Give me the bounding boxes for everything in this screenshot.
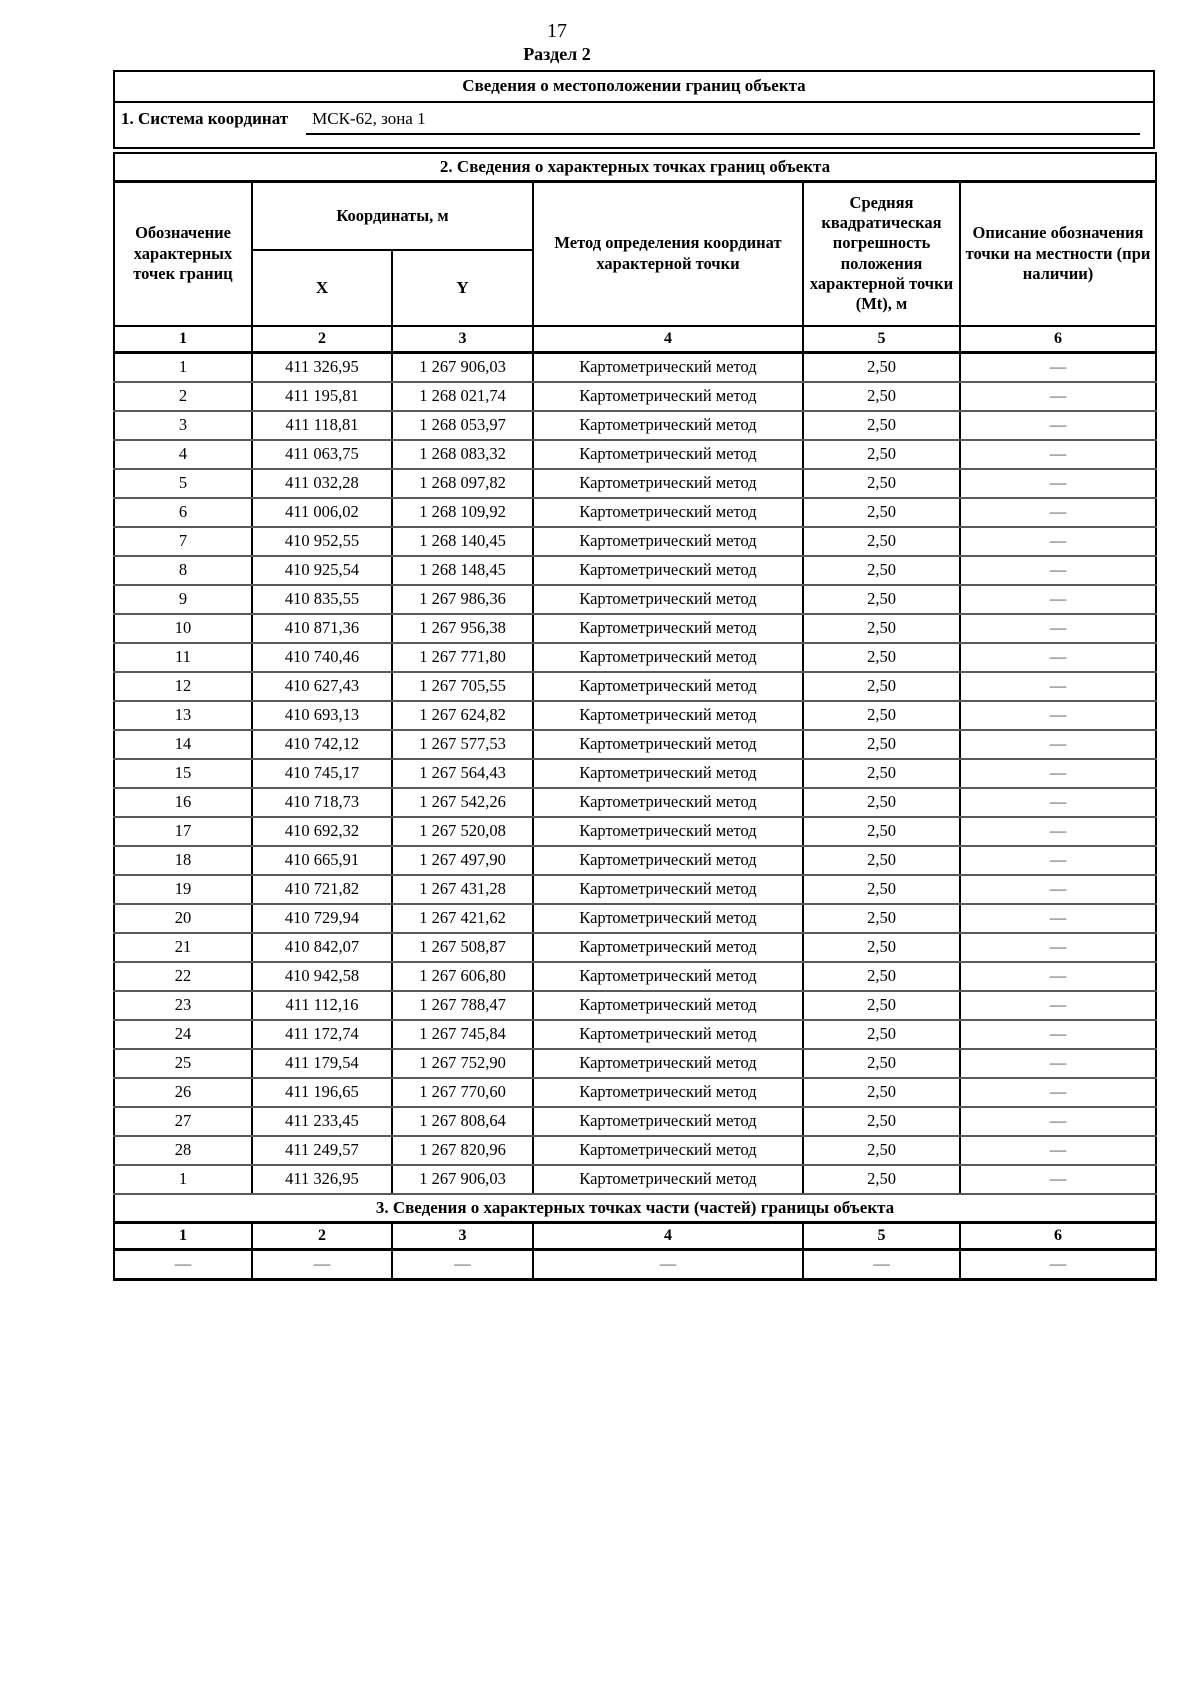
method-cell: Картометрический метод [533,1020,803,1049]
description-cell: — [960,962,1156,991]
method-cell: Картометрический метод [533,962,803,991]
mt-error-cell: 2,50 [803,1136,960,1165]
table-row [114,585,1156,614]
x-coordinate-cell: — [252,1249,392,1279]
table-row [114,701,1156,730]
y-coordinate-cell: 1 267 906,03 [392,352,533,382]
description-cell: — [960,643,1156,672]
mt-error-cell: 2,50 [803,382,960,411]
description-cell: — [960,352,1156,382]
location-info-box [113,70,1155,149]
point-number-cell: 7 [114,527,252,556]
x-coordinate-cell: 411 326,95 [252,352,392,382]
x-coordinate-cell: 411 118,81 [252,411,392,440]
table-row [114,643,1156,672]
method-cell: Картометрический метод [533,556,803,585]
mt-error-cell: 2,50 [803,846,960,875]
table-row [114,962,1156,991]
description-cell: — [960,759,1156,788]
point-number-cell: 3 [114,411,252,440]
description-cell: — [960,411,1156,440]
coord-system-row [115,103,1153,147]
x-coordinate-cell: 411 032,28 [252,469,392,498]
table-row [114,1249,1156,1279]
header-x: X [252,250,392,326]
table-row [114,614,1156,643]
description-cell: — [960,991,1156,1020]
point-number-cell: 16 [114,788,252,817]
y-coordinate-cell: 1 267 520,08 [392,817,533,846]
mt-error-cell: 2,50 [803,643,960,672]
x-coordinate-cell: 411 179,54 [252,1049,392,1078]
x-coordinate-cell: 410 871,36 [252,614,392,643]
section2-title-row [114,153,1156,182]
mt-error-cell: 2,50 [803,614,960,643]
table-row [114,556,1156,585]
column-number: 5 [803,326,960,353]
section3-title: 3. Сведения о характерных точках части (частей) границы объекта [114,1194,1156,1223]
y-coordinate-cell: 1 267 745,84 [392,1020,533,1049]
mt-error-cell: 2,50 [803,672,960,701]
x-coordinate-cell: 411 195,81 [252,382,392,411]
method-cell: Картометрический метод [533,527,803,556]
point-number-cell: 14 [114,730,252,759]
y-coordinate-cell: 1 268 148,45 [392,556,533,585]
y-coordinate-cell: 1 267 497,90 [392,846,533,875]
point-number-cell: 27 [114,1107,252,1136]
y-coordinate-cell: 1 267 606,80 [392,962,533,991]
method-cell: Картометрический метод [533,1078,803,1107]
description-cell: — [960,817,1156,846]
x-coordinate-cell: 411 063,75 [252,440,392,469]
y-coordinate-cell: 1 267 770,60 [392,1078,533,1107]
point-number-cell: 2 [114,382,252,411]
description-cell: — [960,498,1156,527]
point-number-cell: 5 [114,469,252,498]
mt-error-cell: 2,50 [803,817,960,846]
y-coordinate-cell: 1 267 564,43 [392,759,533,788]
header-point-designation: Обозначение характерных точек границ [114,181,252,326]
point-number-cell: 18 [114,846,252,875]
section2-title: 2. Сведения о характерных точках границ объекта [114,153,1156,182]
point-number-cell: 25 [114,1049,252,1078]
x-coordinate-cell: 410 692,32 [252,817,392,846]
column-number: 4 [533,326,803,353]
y-coordinate-cell: 1 267 421,62 [392,904,533,933]
description-cell: — [960,1249,1156,1279]
mt-error-cell: 2,50 [803,1107,960,1136]
coord-system-value: МСК-62, зона 1 [306,109,1140,135]
y-coordinate-cell: 1 267 788,47 [392,991,533,1020]
x-coordinate-cell: 410 925,54 [252,556,392,585]
mt-error-cell: 2,50 [803,498,960,527]
description-cell: — [960,933,1156,962]
table-row [114,846,1156,875]
x-coordinate-cell: 410 665,91 [252,846,392,875]
table-row [114,498,1156,527]
column-number: 6 [960,326,1156,353]
mt-error-cell: 2,50 [803,1020,960,1049]
method-cell: Картометрический метод [533,498,803,527]
section2-rows [114,352,1156,1194]
y-coordinate-cell: 1 267 624,82 [392,701,533,730]
section-heading: Раздел 2 [523,44,591,64]
mt-error-cell: 2,50 [803,788,960,817]
description-cell: — [960,730,1156,759]
method-cell: Картометрический метод [533,846,803,875]
y-coordinate-cell: 1 267 508,87 [392,933,533,962]
table-row [114,933,1156,962]
y-coordinate-cell: 1 267 808,64 [392,1107,533,1136]
description-cell: — [960,672,1156,701]
characteristic-points-table [113,152,1157,1281]
mt-error-cell: 2,50 [803,1078,960,1107]
mt-error-cell: 2,50 [803,585,960,614]
description-cell: — [960,585,1156,614]
mt-error-cell: 2,50 [803,469,960,498]
table-row [114,672,1156,701]
y-coordinate-cell: 1 267 986,36 [392,585,533,614]
x-coordinate-cell: 411 196,65 [252,1078,392,1107]
point-number-cell: 13 [114,701,252,730]
table-row [114,527,1156,556]
column-number: 5 [803,1222,960,1249]
description-cell: — [960,469,1156,498]
table-row [114,469,1156,498]
description-cell: — [960,614,1156,643]
method-cell: Картометрический метод [533,991,803,1020]
header-coordinates: Координаты, м [252,181,533,250]
mt-error-cell: 2,50 [803,759,960,788]
point-number-cell: 26 [114,1078,252,1107]
description-cell: — [960,788,1156,817]
mt-error-cell: 2,50 [803,1165,960,1194]
point-number-cell: 1 [114,352,252,382]
method-cell: — [533,1249,803,1279]
point-number-cell: — [114,1249,252,1279]
description-cell: — [960,701,1156,730]
method-cell: Картометрический метод [533,643,803,672]
table-row [114,1165,1156,1194]
point-number-cell: 11 [114,643,252,672]
description-cell: — [960,904,1156,933]
x-coordinate-cell: 410 952,55 [252,527,392,556]
table-row [114,730,1156,759]
point-number-cell: 23 [114,991,252,1020]
table-row [114,1049,1156,1078]
column-number: 1 [114,326,252,353]
method-cell: Картометрический метод [533,672,803,701]
point-number-cell: 12 [114,672,252,701]
x-coordinate-cell: 411 006,02 [252,498,392,527]
location-info-title: Сведения о местоположении границ объекта [115,72,1153,103]
description-cell: — [960,1078,1156,1107]
y-coordinate-cell: 1 268 053,97 [392,411,533,440]
mt-error-cell: 2,50 [803,730,960,759]
mt-error-cell: 2,50 [803,411,960,440]
section3-column-numbers-row [114,1222,1156,1249]
page-number: 17 [547,20,567,42]
document-content [113,70,1155,1281]
point-number-cell: 28 [114,1136,252,1165]
description-cell: — [960,1136,1156,1165]
header-description: Описание обозначения точки на местности (при наличии) [960,181,1156,326]
table-row [114,991,1156,1020]
point-number-cell: 17 [114,817,252,846]
header-method: Метод определения координат характерной точки [533,181,803,326]
table-row [114,817,1156,846]
table-row [114,352,1156,382]
table-row [114,759,1156,788]
y-coordinate-cell: 1 267 542,26 [392,788,533,817]
table-row [114,904,1156,933]
x-coordinate-cell: 410 842,07 [252,933,392,962]
y-coordinate-cell: 1 267 752,90 [392,1049,533,1078]
mt-error-cell: 2,50 [803,440,960,469]
method-cell: Картометрический метод [533,440,803,469]
point-number-cell: 10 [114,614,252,643]
table-row [114,411,1156,440]
mt-error-cell: 2,50 [803,904,960,933]
x-coordinate-cell: 410 693,13 [252,701,392,730]
method-cell: Картометрический метод [533,817,803,846]
method-cell: Картометрический метод [533,411,803,440]
table-row [114,382,1156,411]
mt-error-cell: 2,50 [803,1049,960,1078]
y-coordinate-cell: 1 268 097,82 [392,469,533,498]
header-y: Y [392,250,533,326]
description-cell: — [960,440,1156,469]
mt-error-cell: 2,50 [803,875,960,904]
table-row [114,1020,1156,1049]
x-coordinate-cell: 411 172,74 [252,1020,392,1049]
point-number-cell: 20 [114,904,252,933]
table-row [114,875,1156,904]
method-cell: Картометрический метод [533,1165,803,1194]
x-coordinate-cell: 410 742,12 [252,730,392,759]
x-coordinate-cell: 410 740,46 [252,643,392,672]
x-coordinate-cell: 411 249,57 [252,1136,392,1165]
mt-error-cell: 2,50 [803,933,960,962]
method-cell: Картометрический метод [533,1107,803,1136]
description-cell: — [960,1165,1156,1194]
method-cell: Картометрический метод [533,585,803,614]
description-cell: — [960,527,1156,556]
point-number-cell: 15 [114,759,252,788]
x-coordinate-cell: 410 729,94 [252,904,392,933]
point-number-cell: 21 [114,933,252,962]
table-row [114,440,1156,469]
description-cell: — [960,1107,1156,1136]
point-number-cell: 1 [114,1165,252,1194]
method-cell: Картометрический метод [533,875,803,904]
column-number: 4 [533,1222,803,1249]
section2-column-numbers-row [114,326,1156,353]
x-coordinate-cell: 410 721,82 [252,875,392,904]
point-number-cell: 4 [114,440,252,469]
description-cell: — [960,875,1156,904]
point-number-cell: 8 [114,556,252,585]
x-coordinate-cell: 410 745,17 [252,759,392,788]
point-number-cell: 6 [114,498,252,527]
y-coordinate-cell: 1 267 820,96 [392,1136,533,1165]
description-cell: — [960,1049,1156,1078]
section3-rows [114,1249,1156,1279]
point-number-cell: 22 [114,962,252,991]
point-number-cell: 19 [114,875,252,904]
description-cell: — [960,1020,1156,1049]
mt-error-cell: — [803,1249,960,1279]
y-coordinate-cell: — [392,1249,533,1279]
x-coordinate-cell: 410 942,58 [252,962,392,991]
mt-error-cell: 2,50 [803,527,960,556]
table-row [114,788,1156,817]
table-row [114,1078,1156,1107]
description-cell: — [960,382,1156,411]
column-number: 1 [114,1222,252,1249]
method-cell: Картометрический метод [533,1136,803,1165]
description-cell: — [960,846,1156,875]
method-cell: Картометрический метод [533,614,803,643]
description-cell: — [960,556,1156,585]
y-coordinate-cell: 1 268 140,45 [392,527,533,556]
table-row [114,1107,1156,1136]
page-headings [36,0,1078,66]
column-header-row [114,181,1156,250]
mt-error-cell: 2,50 [803,991,960,1020]
table-row [114,1136,1156,1165]
method-cell: Картометрический метод [533,1049,803,1078]
y-coordinate-cell: 1 268 109,92 [392,498,533,527]
column-number: 3 [392,1222,533,1249]
x-coordinate-cell: 410 627,43 [252,672,392,701]
x-coordinate-cell: 411 112,16 [252,991,392,1020]
mt-error-cell: 2,50 [803,701,960,730]
y-coordinate-cell: 1 268 083,32 [392,440,533,469]
x-coordinate-cell: 411 233,45 [252,1107,392,1136]
y-coordinate-cell: 1 267 431,28 [392,875,533,904]
y-coordinate-cell: 1 268 021,74 [392,382,533,411]
method-cell: Картометрический метод [533,352,803,382]
column-number: 2 [252,326,392,353]
column-number: 6 [960,1222,1156,1249]
method-cell: Картометрический метод [533,933,803,962]
x-coordinate-cell: 410 835,55 [252,585,392,614]
y-coordinate-cell: 1 267 956,38 [392,614,533,643]
mt-error-cell: 2,50 [803,352,960,382]
point-number-cell: 24 [114,1020,252,1049]
column-number: 2 [252,1222,392,1249]
method-cell: Картометрический метод [533,788,803,817]
coord-system-label: 1. Система координат [121,108,289,128]
method-cell: Картометрический метод [533,382,803,411]
column-number: 3 [392,326,533,353]
y-coordinate-cell: 1 267 906,03 [392,1165,533,1194]
section3-title-row [114,1194,1156,1223]
x-coordinate-cell: 411 326,95 [252,1165,392,1194]
method-cell: Картометрический метод [533,469,803,498]
y-coordinate-cell: 1 267 577,53 [392,730,533,759]
mt-error-cell: 2,50 [803,962,960,991]
header-accuracy: Средняя квадратическая погрешность положения характерной точки (Mt), м [803,181,960,326]
method-cell: Картометрический метод [533,904,803,933]
point-number-cell: 9 [114,585,252,614]
y-coordinate-cell: 1 267 771,80 [392,643,533,672]
method-cell: Картометрический метод [533,701,803,730]
x-coordinate-cell: 410 718,73 [252,788,392,817]
method-cell: Картометрический метод [533,730,803,759]
mt-error-cell: 2,50 [803,556,960,585]
y-coordinate-cell: 1 267 705,55 [392,672,533,701]
method-cell: Картометрический метод [533,759,803,788]
